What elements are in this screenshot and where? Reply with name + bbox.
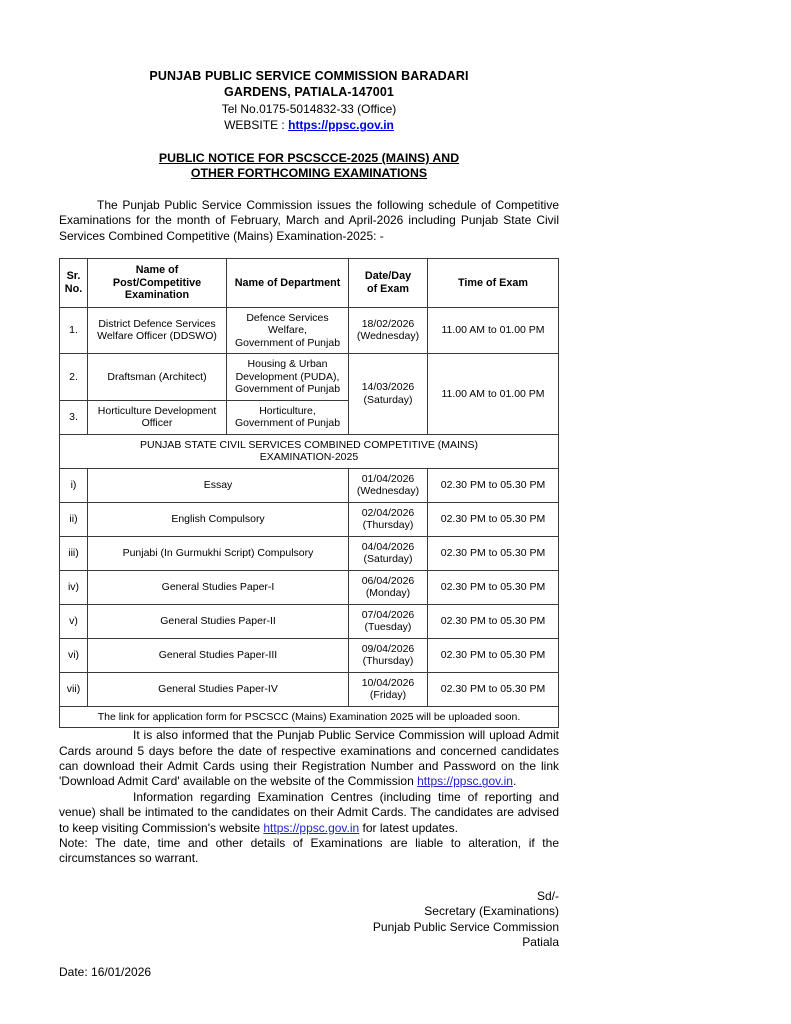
telephone-line: Tel No.0175-5014832-33 (Office) — [221, 102, 397, 116]
alteration-note-paragraph: Note: The date, time and other details of Examinations are liable to alteration, if the circumstances so warrant. — [59, 836, 559, 866]
col-header-post-line1: Name of Post/Competitive — [112, 264, 202, 289]
table-footer-note: The link for application form for PSCSCC (Mains) Examination 2025 will be uploaded soon. — [60, 706, 559, 728]
cell-sr-no: iv) — [60, 570, 88, 604]
cell-dept-line2: Government of Punjab — [234, 336, 341, 349]
cell-dept-line1: Horticulture, — [259, 404, 316, 417]
cell-date-day: (Monday) — [365, 587, 411, 600]
signature-organisation: Punjab Public Service Commission — [372, 919, 559, 934]
cell-date — [349, 468, 428, 502]
cell-date-line1: 01/04/2026 — [361, 472, 415, 485]
cell-date-line1: 10/04/2026 — [361, 676, 415, 689]
admit-card-text: It is also informed that the Punjab Public Service Commission will upload Admit Cards around 5 days before the date of respective examinations and concerned candidates can download their Admit Cards using their Registration Number and Password on the link 'Download Admit Card' available on the website of the Commission — [59, 728, 559, 789]
cell-sr-no: 3. — [60, 400, 88, 434]
notice-title-line1: PUBLIC NOTICE FOR PSCSCCE-2025 (MAINS) AND — [158, 151, 460, 165]
cell-post-line2: Welfare Officer (DDSWO) — [97, 330, 217, 343]
cell-time: 02.30 PM to 05.30 PM — [428, 536, 559, 570]
exam-centres-text: Information regarding Examination Centres (including time of reporting and venue) shall be intimated to the candidates on their Admit Cards. The candidates are advised to keep visiting Commission's website — [59, 789, 559, 835]
section-header-row — [60, 434, 559, 468]
cell-sr-no: i) — [60, 468, 88, 502]
cell-date — [349, 638, 428, 672]
exam-centres-text-tail: for latest updates. — [359, 820, 458, 835]
cell-date-day: (Thursday) — [362, 655, 414, 668]
cell-post-line1: Horticulture Development — [97, 404, 217, 417]
cell-date-line1: 07/04/2026 — [361, 608, 415, 621]
admit-card-paragraph — [59, 728, 559, 790]
exam-centres-paragraph — [59, 790, 559, 836]
cell-time: 02.30 PM to 05.30 PM — [428, 604, 559, 638]
cell-date — [349, 536, 428, 570]
cell-date-day: (Wednesday) — [356, 330, 420, 343]
table-footer-note-row — [60, 706, 559, 728]
signature-place: Patiala — [522, 935, 559, 950]
table-row — [60, 570, 559, 604]
signature-sd: Sd/- — [536, 888, 559, 903]
cell-sr-no: iii) — [60, 536, 88, 570]
cell-sr-no: vii) — [60, 672, 88, 706]
cell-date-day: (Friday) — [369, 689, 407, 702]
cell-date-day: (Wednesday) — [356, 485, 420, 498]
cell-date-day: (Thursday) — [362, 519, 414, 532]
organisation-name-line1: PUNJAB PUBLIC SERVICE COMMISSION BARADARI — [149, 69, 469, 83]
col-header-sr-no — [60, 259, 88, 308]
cell-date — [349, 502, 428, 536]
cell-subject: Essay — [88, 468, 349, 502]
cell-dept-line2: Development (PUDA), — [235, 370, 340, 383]
document-date: Date: 16/01/2026 — [59, 964, 152, 979]
table-row — [60, 468, 559, 502]
col-header-date-line1: Date/Day — [364, 270, 412, 283]
website-line — [59, 117, 559, 133]
cell-department — [227, 307, 349, 354]
cell-sr-no: 1. — [60, 307, 88, 354]
cell-date — [349, 604, 428, 638]
signature-designation: Secretary (Examinations) — [424, 904, 559, 919]
website-link[interactable]: https://ppsc.gov.in — [288, 118, 394, 132]
table-row — [60, 536, 559, 570]
section-header-cell — [60, 434, 559, 468]
col-header-post — [88, 259, 227, 308]
col-header-date-line2: of Exam — [366, 282, 409, 295]
cell-dept-line2: Government of Punjab — [234, 417, 341, 430]
notice-title-line2: OTHER FORTHCOMING EXAMINATIONS — [190, 166, 428, 180]
cell-dept-line1: Defence Services Welfare, — [246, 311, 329, 337]
cell-date-line1: 06/04/2026 — [361, 574, 415, 587]
col-header-date — [349, 259, 428, 308]
table-header-row — [60, 259, 559, 308]
cell-date — [349, 307, 428, 354]
table-row — [60, 604, 559, 638]
cell-subject: General Studies Paper-I — [88, 570, 349, 604]
cell-post: Draftsman (Architect) — [88, 354, 227, 401]
cell-date-line1: 04/04/2026 — [361, 540, 415, 553]
cell-sr-no: ii) — [60, 502, 88, 536]
cell-date-day: (Tuesday) — [364, 621, 412, 634]
table-row — [60, 307, 559, 354]
exam-schedule-table — [59, 258, 559, 728]
cell-dept-line1: Housing & Urban — [247, 358, 328, 371]
admit-card-text-tail: . — [512, 774, 517, 789]
cell-post-line1: District Defence Services — [98, 317, 216, 330]
signature-block — [59, 889, 559, 951]
cell-time: 02.30 PM to 05.30 PM — [428, 672, 559, 706]
cell-time: 02.30 PM to 05.30 PM — [428, 468, 559, 502]
cell-time-merged: 11.00 AM to 01.00 PM — [428, 354, 559, 435]
cell-time: 02.30 PM to 05.30 PM — [428, 502, 559, 536]
cell-date — [349, 570, 428, 604]
cell-date-merged — [349, 354, 428, 435]
table-body — [60, 307, 559, 728]
cell-subject: General Studies Paper-III — [88, 638, 349, 672]
cell-subject: Punjabi (In Gurmukhi Script) Compulsory — [88, 536, 349, 570]
letterhead — [59, 0, 559, 133]
website-label: WEBSITE : — [224, 118, 289, 132]
cell-department — [227, 354, 349, 401]
cell-department — [227, 400, 349, 434]
cell-time: 11.00 AM to 01.00 PM — [428, 307, 559, 354]
cell-date — [349, 672, 428, 706]
table-row — [60, 354, 559, 401]
section-header-line2: EXAMINATION-2025 — [259, 451, 359, 464]
cell-sr-no: 2. — [60, 354, 88, 401]
col-header-post-line2: Examination — [124, 289, 190, 302]
col-header-sr-line2: No. — [64, 282, 83, 295]
table-header — [60, 259, 559, 308]
cell-subject: General Studies Paper-II — [88, 604, 349, 638]
cell-date-line1: 09/04/2026 — [361, 642, 415, 655]
col-header-time: Time of Exam — [428, 259, 559, 308]
cell-date-day: (Saturday) — [363, 553, 413, 566]
cell-date-day: (Saturday) — [363, 393, 413, 406]
exam-centres-website-link[interactable]: https://ppsc.gov.in — [263, 820, 360, 835]
cell-date-line1: 14/03/2026 — [361, 381, 415, 394]
cell-time: 02.30 PM to 05.30 PM — [428, 638, 559, 672]
cell-post — [88, 307, 227, 354]
section-header-line1: PUNJAB STATE CIVIL SERVICES COMBINED COMPETITIVE (MAINS) — [140, 438, 478, 451]
organisation-address-line2: GARDENS, PATIALA-147001 — [224, 85, 394, 99]
cell-date-line1: 02/04/2026 — [361, 506, 415, 519]
admit-card-website-link[interactable]: https://ppsc.gov.in — [417, 774, 513, 789]
table-row — [60, 502, 559, 536]
cell-subject: General Studies Paper-IV — [88, 672, 349, 706]
table-row — [60, 672, 559, 706]
intro-paragraph: The Punjab Public Service Commission issues the following schedule of Competitive Examinations for the month of February, March and April-2026 including Punjab State Civil Services Combined Competitive (Mains) Examination-2025: - — [59, 198, 559, 243]
cell-post — [88, 400, 227, 434]
cell-dept-line3: Government of Punjab — [234, 383, 341, 396]
document-content — [59, 0, 559, 980]
cell-time: 02.30 PM to 05.30 PM — [428, 570, 559, 604]
notice-title — [59, 151, 559, 181]
cell-sr-no: v) — [60, 604, 88, 638]
cell-post-line2: Officer — [141, 417, 173, 430]
cell-subject: English Compulsory — [88, 502, 349, 536]
col-header-sr-line1: Sr. — [66, 270, 81, 283]
cell-sr-no: vi) — [60, 638, 88, 672]
col-header-department: Name of Department — [227, 259, 349, 308]
cell-date-line1: 18/02/2026 — [361, 317, 415, 330]
table-row — [60, 638, 559, 672]
